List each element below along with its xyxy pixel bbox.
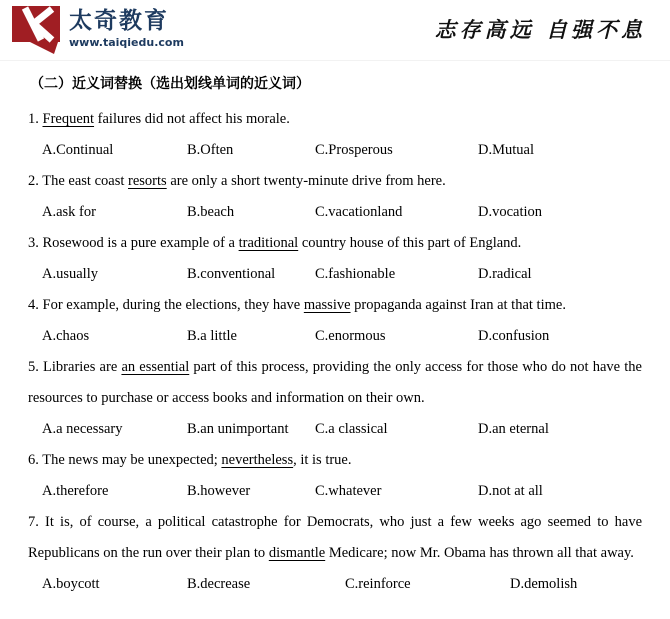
question-number: 3.: [28, 235, 43, 251]
option-a: A.chaos: [42, 328, 90, 344]
option-b: B.a little: [187, 328, 237, 344]
option-d: D.vocation: [478, 204, 543, 220]
options-row: [28, 476, 642, 507]
option-d: D.demolish: [510, 576, 578, 592]
option-d: D.confusion: [478, 328, 550, 344]
brand-block: [12, 6, 184, 54]
option-b: B.however: [187, 483, 251, 499]
question-segment: Medicare; now Mr. Obama has thrown all that away.: [325, 545, 634, 561]
brand-text: [69, 6, 184, 50]
question-number: 6.: [28, 452, 43, 468]
option-b: B.beach: [187, 204, 235, 220]
option-c: C.fashionable: [315, 266, 396, 282]
options-row: [28, 569, 642, 600]
question: [28, 352, 642, 445]
question-segment: It is, of course, a political catastrophe for Democrats, who just a few weeks ago seemed to have Republicans on the run over their plan to: [28, 514, 643, 561]
question-number: 1.: [28, 111, 43, 127]
taiqi-logo-icon: [12, 6, 62, 54]
question-text: [28, 228, 642, 259]
option-d: D.not at all: [478, 483, 543, 499]
underlined-word: resorts: [128, 173, 167, 189]
question-number: 7.: [28, 514, 46, 530]
option-d: D.an eternal: [478, 421, 549, 437]
question-segment: For example, during the elections, they have: [42, 297, 304, 313]
question-segment: The east coast: [42, 173, 129, 189]
question-text: [28, 507, 642, 569]
underlined-word: traditional: [238, 235, 299, 251]
options-row: [28, 321, 642, 352]
option-a: A.ask for: [42, 204, 96, 220]
underlined-word: massive: [303, 297, 351, 313]
option-c: C.vacationland: [315, 204, 403, 220]
option-a: A.a necessary: [42, 421, 123, 437]
question-segment: The news may be unexpected;: [42, 452, 222, 468]
motto-calligraphy: 志存高远 自强不息: [434, 17, 646, 42]
question: [28, 228, 642, 290]
question-text: [28, 166, 642, 197]
question-number: 2.: [28, 173, 43, 189]
option-b: B.conventional: [187, 266, 276, 282]
options-row: [28, 135, 642, 166]
questions: [28, 104, 642, 600]
underlined-word: nevertheless: [221, 452, 294, 468]
brand-name: 太奇教育: [69, 8, 169, 34]
question: [28, 104, 642, 166]
brand-url: www.taiqiedu.com: [69, 36, 184, 49]
option-c: C.enormous: [315, 328, 386, 344]
underlined-word: an essential: [121, 359, 190, 375]
option-a: A.Continual: [42, 142, 114, 158]
underlined-word: dismantle: [268, 545, 326, 561]
options-row: [28, 414, 642, 445]
options-row: [28, 259, 642, 290]
question-segment: Rosewood is a pure example of a: [42, 235, 239, 251]
header: [0, 0, 670, 61]
option-a: A.usually: [42, 266, 98, 282]
question-segment: propaganda against Iran at that time.: [350, 297, 566, 313]
question-number: 4.: [28, 297, 43, 313]
question-segment: country house of this part of England.: [298, 235, 522, 251]
option-d: D.Mutual: [478, 142, 534, 158]
underlined-word: Frequent: [42, 111, 95, 127]
question: [28, 445, 642, 507]
section-title: （二）近义词替换（选出划线单词的近义词）: [30, 76, 310, 92]
question-text: [28, 352, 642, 414]
question-segment: , it is true.: [293, 452, 352, 468]
question-segment: part of this process, providing the only access for those who do not have the resources to purchase or access books and information on their own.: [28, 359, 642, 406]
option-b: B.decrease: [187, 576, 251, 592]
option-a: A.therefore: [42, 483, 109, 499]
question-segment: Libraries are: [43, 359, 122, 375]
options-row: [28, 197, 642, 228]
question-text: [28, 290, 642, 321]
option-c: C.a classical: [315, 421, 388, 437]
option-c: C.Prosperous: [315, 142, 393, 158]
question-text: [28, 104, 642, 135]
option-b: B.an unimportant: [187, 421, 289, 437]
option-a: A.boycott: [42, 576, 100, 592]
question-segment: failures did not affect his morale.: [94, 111, 290, 127]
option-d: D.radical: [478, 266, 532, 282]
question: [28, 507, 642, 600]
question-number: 5.: [28, 359, 44, 375]
document-body: [0, 61, 670, 600]
question: [28, 290, 642, 352]
option-c: C.whatever: [315, 483, 382, 499]
question-segment: are only a short twenty-minute drive from here.: [166, 173, 446, 189]
question: [28, 166, 642, 228]
question-text: [28, 445, 642, 476]
option-b: B.Often: [187, 142, 234, 158]
option-c: C.reinforce: [345, 576, 411, 592]
